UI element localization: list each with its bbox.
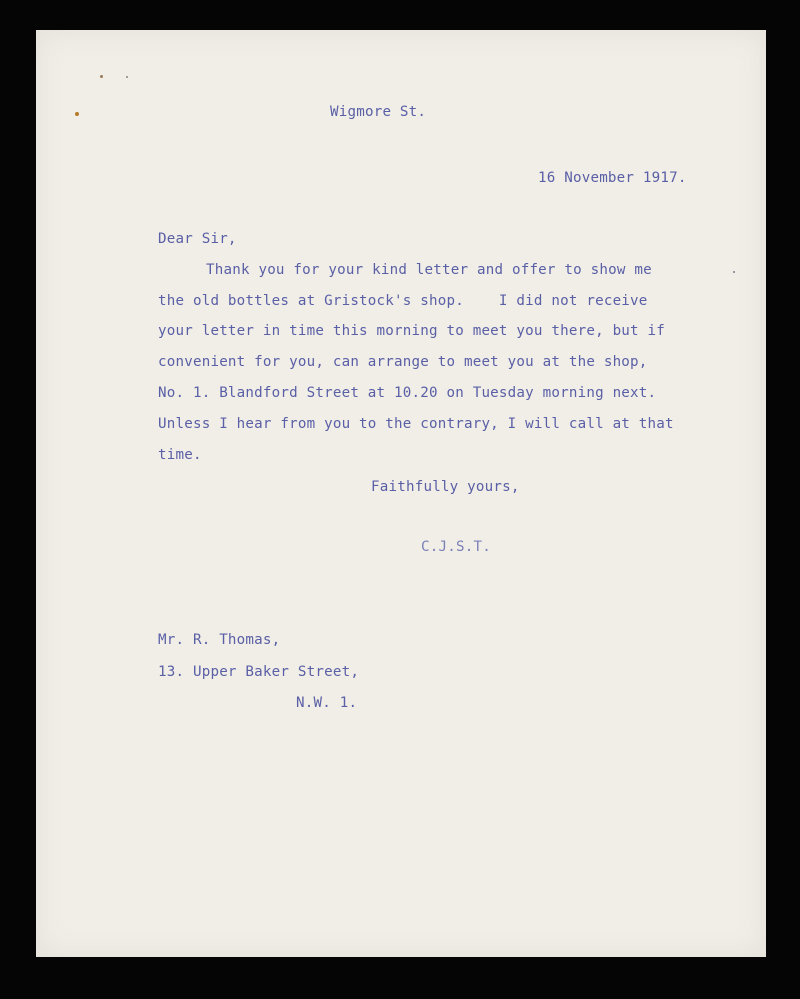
body-line: the old bottles at Gristock's shop. I did not receive bbox=[158, 293, 648, 309]
paper-mark bbox=[733, 271, 735, 273]
body-line: Unless I hear from you to the contrary, I will call at that bbox=[158, 416, 674, 432]
salutation: Dear Sir, bbox=[158, 231, 237, 247]
letter-page bbox=[36, 30, 766, 957]
letter-date: 16 November 1917. bbox=[538, 170, 687, 186]
recipient-district: N.W. 1. bbox=[296, 695, 358, 711]
closing: Faithfully yours, bbox=[371, 479, 520, 495]
initials: C.J.S.T. bbox=[421, 539, 491, 555]
recipient-street: 13. Upper Baker Street, bbox=[158, 664, 360, 680]
body-line: your letter in time this morning to meet you there, but if bbox=[158, 323, 666, 339]
rust-spot bbox=[126, 76, 128, 78]
body-line: time. bbox=[158, 447, 202, 463]
recipient-name: Mr. R. Thomas, bbox=[158, 632, 281, 648]
body-line: No. 1. Blandford Street at 10.20 on Tuesday morning next. bbox=[158, 385, 657, 401]
rust-spot bbox=[100, 75, 103, 78]
body-line: convenient for you, can arrange to meet you at the shop, bbox=[158, 354, 648, 370]
sender-address: Wigmore St. bbox=[330, 104, 427, 120]
rust-spot bbox=[75, 112, 79, 116]
body-line: Thank you for your kind letter and offer to show me bbox=[206, 262, 652, 278]
